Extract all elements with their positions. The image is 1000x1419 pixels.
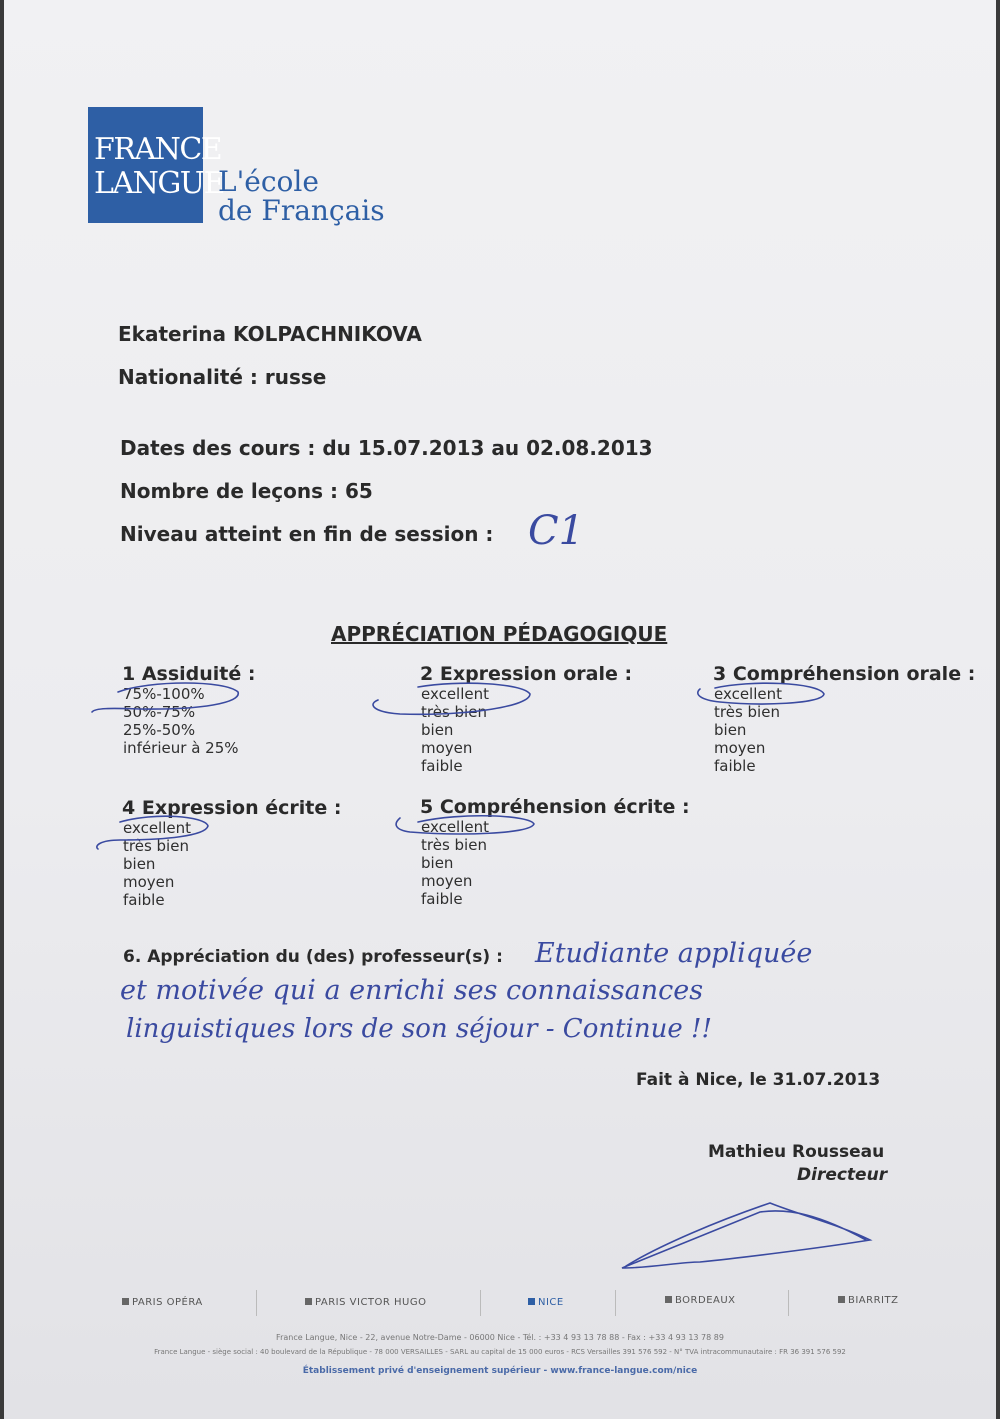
option-item: bien	[421, 854, 454, 872]
option-item: 50%-75%	[123, 703, 196, 721]
option-item: excellent	[421, 685, 490, 703]
teacher-comment-line-1: Etudiante appliquée	[535, 938, 813, 969]
footer-website: Établissement privé d'enseignement supérieur - www.france-langue.com/nice	[302, 1366, 698, 1376]
appreciation-title: APPRÉCIATION PÉDAGOGIQUE	[331, 622, 668, 646]
teacher-comment-line-2: et motivée qui a enrichi ses connaissances	[120, 975, 704, 1006]
option-item: inférieur à 25%	[123, 739, 239, 757]
option-item: faible	[714, 757, 756, 775]
option-item: moyen	[421, 739, 473, 757]
section-options	[421, 685, 489, 775]
option-item: moyen	[714, 739, 766, 757]
option-item: faible	[123, 891, 165, 909]
office-paris-opera	[122, 1297, 203, 1308]
option-item: excellent	[714, 685, 783, 703]
signer-role: Directeur	[797, 1165, 888, 1185]
option-item: bien	[123, 855, 156, 873]
teacher-comment-line-3: linguistiques lors de son séjour - Continue !!	[126, 1014, 712, 1044]
section-heading: 2 Expression orale :	[420, 663, 633, 685]
option-item: très bien	[123, 837, 189, 855]
option-item: faible	[421, 890, 463, 908]
office-label: PARIS OPÉRA	[132, 1297, 203, 1308]
office-separator	[788, 1290, 789, 1316]
option-item: faible	[421, 757, 463, 775]
option-item: très bien	[714, 703, 780, 721]
office-separator	[615, 1290, 616, 1316]
option-item: très bien	[421, 703, 487, 721]
option-item: moyen	[123, 873, 175, 891]
section-heading: 4 Expression écrite :	[122, 797, 342, 819]
office-bordeaux	[665, 1295, 736, 1306]
office-paris-victor-hugo	[305, 1297, 427, 1308]
footer-legal: France Langue - siège social : 40 boulevard de la République - 78 000 VERSAILLES - SARL au capital de 15 000 euros - RCS Versailles 391 576 592 - N° TVA intracommunautaire : FR 36 391 576 592	[154, 1348, 846, 1356]
student-name: Ekaterina KOLPACHNIKOVA	[118, 322, 422, 346]
option-item: bien	[714, 721, 747, 739]
office-label: BIARRITZ	[848, 1295, 899, 1306]
logo-line-1: FRANCE	[94, 132, 222, 167]
option-item: excellent	[421, 818, 490, 836]
office-label: BORDEAUX	[675, 1295, 736, 1306]
section-heading: 1 Assiduité :	[122, 663, 256, 685]
course-dates: Dates des cours : du 15.07.2013 au 02.08.2013	[120, 436, 653, 460]
logo-tagline-1: L'école	[218, 165, 319, 198]
office-label: PARIS VICTOR HUGO	[315, 1297, 427, 1308]
section-options	[714, 685, 782, 775]
option-item: 75%-100%	[123, 685, 205, 703]
section-heading: 5 Compréhension écrite :	[420, 796, 690, 818]
section-options	[421, 818, 489, 908]
place-date: Fait à Nice, le 31.07.2013	[636, 1070, 881, 1090]
level-handwritten: C1	[528, 508, 585, 554]
section-options	[123, 685, 239, 757]
option-item: très bien	[421, 836, 487, 854]
student-nationality: Nationalité : russe	[118, 365, 327, 389]
teacher-label: 6. Appréciation du (des) professeur(s) :	[123, 947, 503, 967]
section-heading: 3 Compréhension orale :	[713, 663, 976, 685]
office-separator	[480, 1290, 481, 1316]
footer-address: France Langue, Nice - 22, avenue Notre-Dame - 06000 Nice - Tél. : +33 4 93 13 78 88 - Fax : +33 4 93 13 78 89	[276, 1333, 724, 1342]
office-label: NICE	[538, 1297, 564, 1308]
lesson-count: Nombre de leçons : 65	[120, 479, 373, 503]
option-item: bien	[421, 721, 454, 739]
france-langue-logo	[88, 107, 224, 223]
office-biarritz	[838, 1295, 898, 1306]
office-separator	[256, 1290, 257, 1316]
logo-line-2: LANGUE	[94, 166, 224, 201]
signer-name: Mathieu Rousseau	[708, 1142, 885, 1162]
option-item: moyen	[421, 872, 473, 890]
option-item: 25%-50%	[123, 721, 196, 739]
section-options	[123, 819, 191, 909]
option-item: excellent	[123, 819, 192, 837]
logo-tagline-2: de Français	[218, 194, 385, 227]
office-nice	[528, 1297, 564, 1308]
level-label: Niveau atteint en fin de session :	[120, 522, 494, 546]
